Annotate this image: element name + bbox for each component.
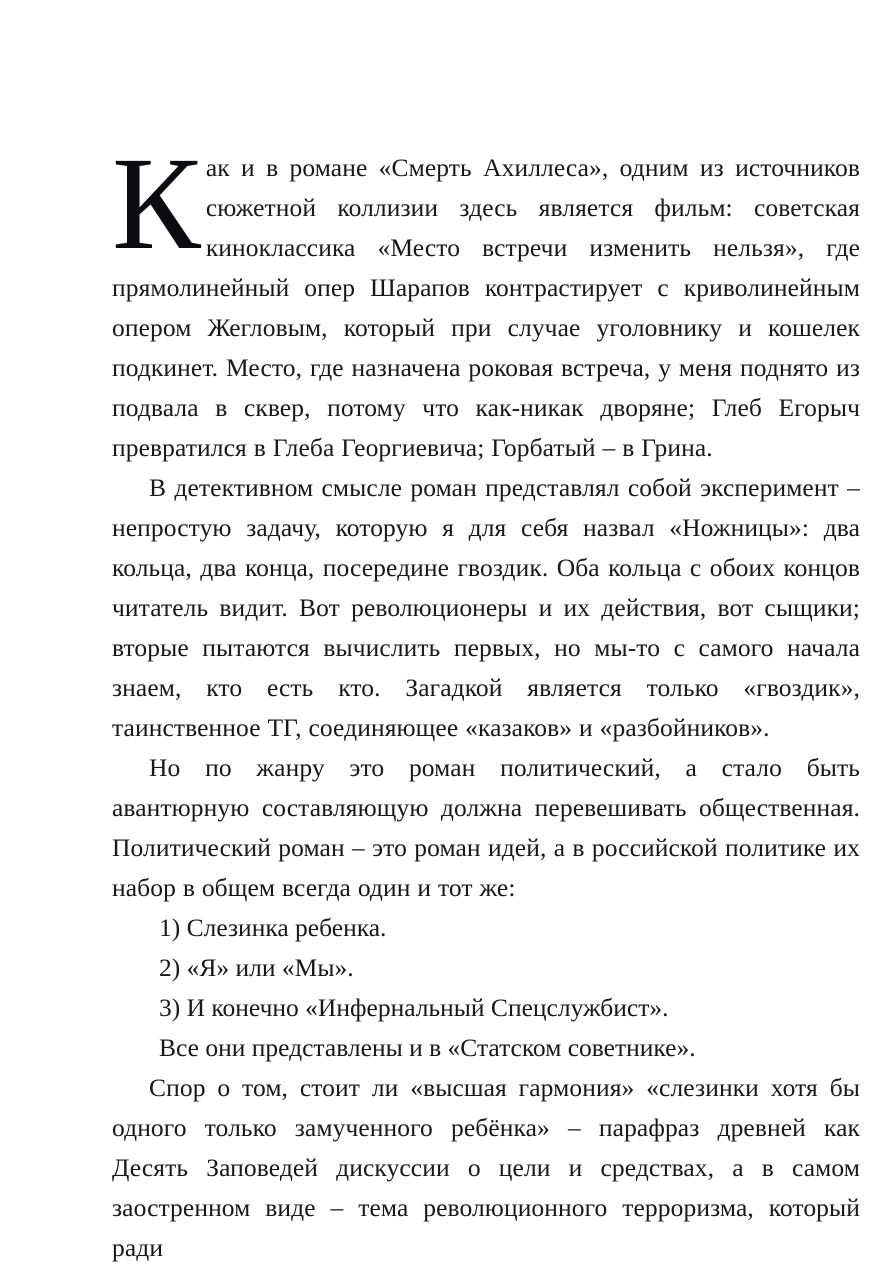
- list-item-2: [112, 948, 860, 988]
- paragraph-after-list: Все они представлены и в «Статском советнике».: [159, 1033, 696, 1062]
- list-item-2-marker: 2): [159, 953, 181, 982]
- paragraph-political-genre: Но по жанру это роман политический, а стало быть авантюрную составляющую должна перевешивать общественная. Политический роман – это роман идей, а в российской политике их набор в общем всегда один и тот же:: [112, 753, 860, 902]
- list-item-2-label: «Я» или «Мы».: [186, 953, 354, 982]
- list-item-3-marker: 3): [159, 993, 181, 1022]
- paragraph-detective-sense: В детективном смысле роман представлял собой эксперимент – непростую задачу, которую я для себя назвал «Ножницы»: два кольца, два конца, посередине гвоздик. Оба кольца с обоих концов читатель видит. Вот революционеры и их действия, вот сыщики; вторые пытаются вычислить первых, но мы-то с самого начала знаем, кто есть кто. Загадкой является только «гвоздик», таинственное ТГ, соединяющее «казаков» и «разбойников».: [112, 473, 860, 742]
- list-item-1-marker: 1): [159, 913, 181, 942]
- list-item-1-label: Слезинка ребенка.: [186, 913, 387, 942]
- list-item-3: [112, 988, 860, 1028]
- drop-cap-letter: К: [112, 129, 201, 277]
- paragraph-closing: Спор о том, стоит ли «высшая гармония» «слезинки хотя бы одного только замученного ребёнка» – парафраз древней как Десять Заповедей дискуссии о цели и средствах, а в самом заостренном виде – тема революционного терроризма, который ради: [112, 1073, 860, 1262]
- paragraph-opening-text: ак и в романе «Смерть Ахиллеса», одним из источников сюжетной коллизии здесь является фильм: советская киноклассика «Место встречи изменить нельзя», где прямолинейный опер Шарапов контрастирует с криволинейным опером Жегловым, который при случае уголовнику и кошелек подкинет. Место, где назначена роковая встреча, у меня поднято из подвала в сквер, потому что как-никак дворяне; Глеб Егорыч превратился в Глеба Георгиевича; Горбатый – в Грина.: [112, 153, 860, 462]
- text-column: [112, 129, 860, 1268]
- paragraph-opening: [112, 129, 860, 468]
- list-item-3-label: И конечно «Инфернальный Спецслужбист».: [186, 993, 669, 1022]
- list-item-1: [112, 908, 860, 948]
